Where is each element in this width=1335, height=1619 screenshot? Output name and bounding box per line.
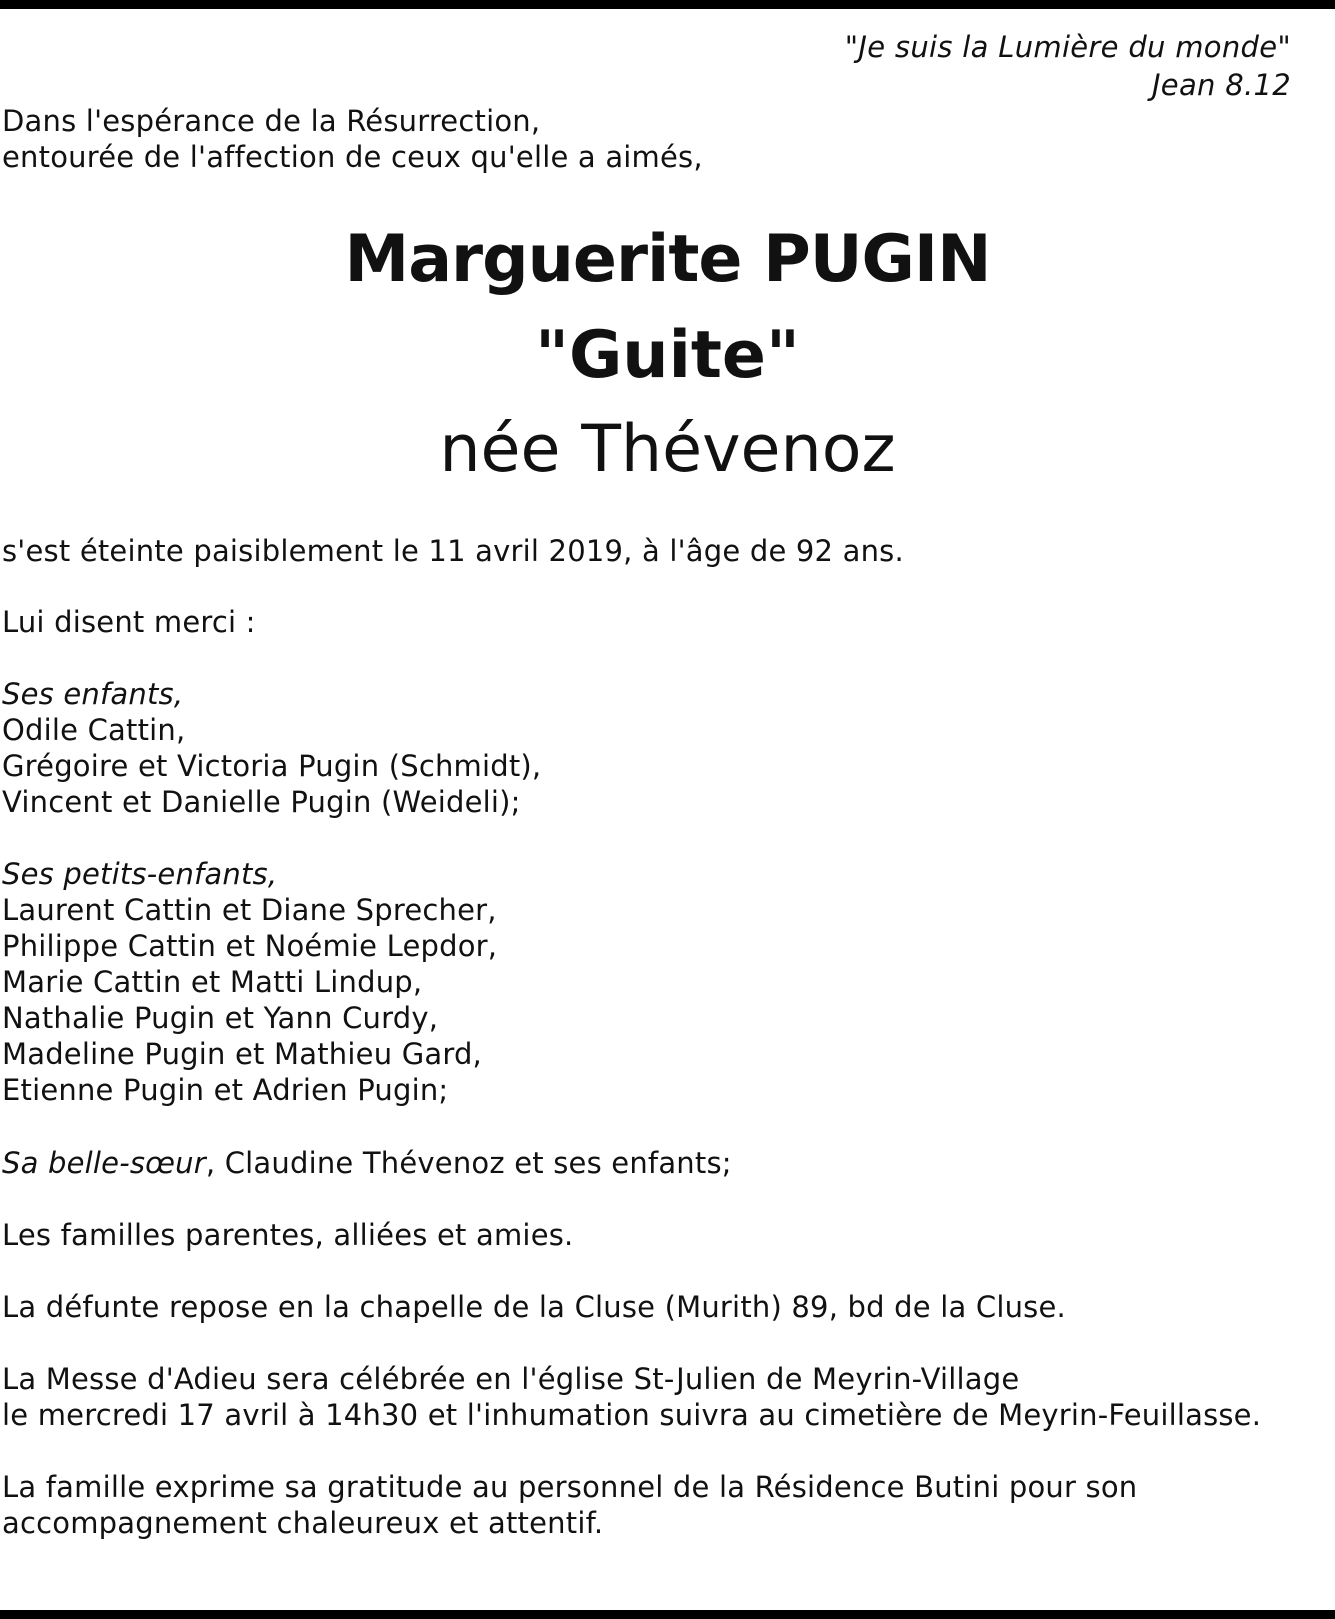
gratitude-line-2: accompagnement chaleureux et attentif. xyxy=(2,1506,604,1540)
sister-in-law-label: Sa belle-sœur xyxy=(2,1146,206,1180)
deceased-name: Marguerite PUGIN xyxy=(344,222,991,297)
intro-line-2: entourée de l'affection de ceux qu'elle a aimés, xyxy=(2,140,703,174)
grandchild-name: Laurent Cattin et Diane Sprecher, xyxy=(2,893,497,927)
grandchild-name: Philippe Cattin et Noémie Lepdor, xyxy=(2,929,498,963)
families-line: Les familles parentes, alliées et amies. xyxy=(2,1218,574,1252)
child-name: Vincent et Danielle Pugin (Weideli); xyxy=(2,785,521,819)
mass-line-2: le mercredi 17 avril à 14h30 et l'inhumation suivra au cimetière de Meyrin-Feuillasse. xyxy=(2,1398,1262,1432)
child-name: Odile Cattin, xyxy=(2,713,186,747)
epigraph xyxy=(845,28,1291,104)
thanks-intro: Lui disent merci : xyxy=(2,605,256,639)
grandchild-name: Marie Cattin et Matti Lindup, xyxy=(2,965,423,999)
sister-in-law-line xyxy=(2,1145,732,1181)
death-notice: s'est éteinte paisiblement le 11 avril 2019, à l'âge de 92 ans. xyxy=(2,534,904,568)
mass-line-1: La Messe d'Adieu sera célébrée en l'église St-Julien de Meyrin-Village xyxy=(2,1362,1020,1396)
children-heading: Ses enfants, xyxy=(2,677,184,711)
repose-line: La défunte repose en la chapelle de la Cluse (Murith) 89, bd de la Cluse. xyxy=(2,1290,1066,1324)
deceased-nickname: "Guite" xyxy=(535,318,800,393)
bottom-border-rule xyxy=(0,1610,1335,1619)
grandchild-name: Etienne Pugin et Adrien Pugin; xyxy=(2,1073,449,1107)
epigraph-reference: Jean 8.12 xyxy=(1151,68,1291,102)
gratitude-line-1: La famille exprime sa gratitude au personnel de la Résidence Butini pour son xyxy=(2,1470,1138,1504)
deceased-maiden-name: née Thévenoz xyxy=(439,412,896,487)
grandchild-name: Nathalie Pugin et Yann Curdy, xyxy=(2,1001,439,1035)
top-border-rule xyxy=(0,0,1335,9)
grandchild-name: Madeline Pugin et Mathieu Gard, xyxy=(2,1037,482,1071)
intro-line-1: Dans l'espérance de la Résurrection, xyxy=(2,104,541,138)
sister-in-law-text: , Claudine Thévenoz et ses enfants; xyxy=(205,1146,732,1180)
child-name: Grégoire et Victoria Pugin (Schmidt), xyxy=(2,749,542,783)
grandchildren-heading: Ses petits-enfants, xyxy=(2,857,278,891)
epigraph-quote: "Je suis la Lumière du monde" xyxy=(844,30,1291,64)
